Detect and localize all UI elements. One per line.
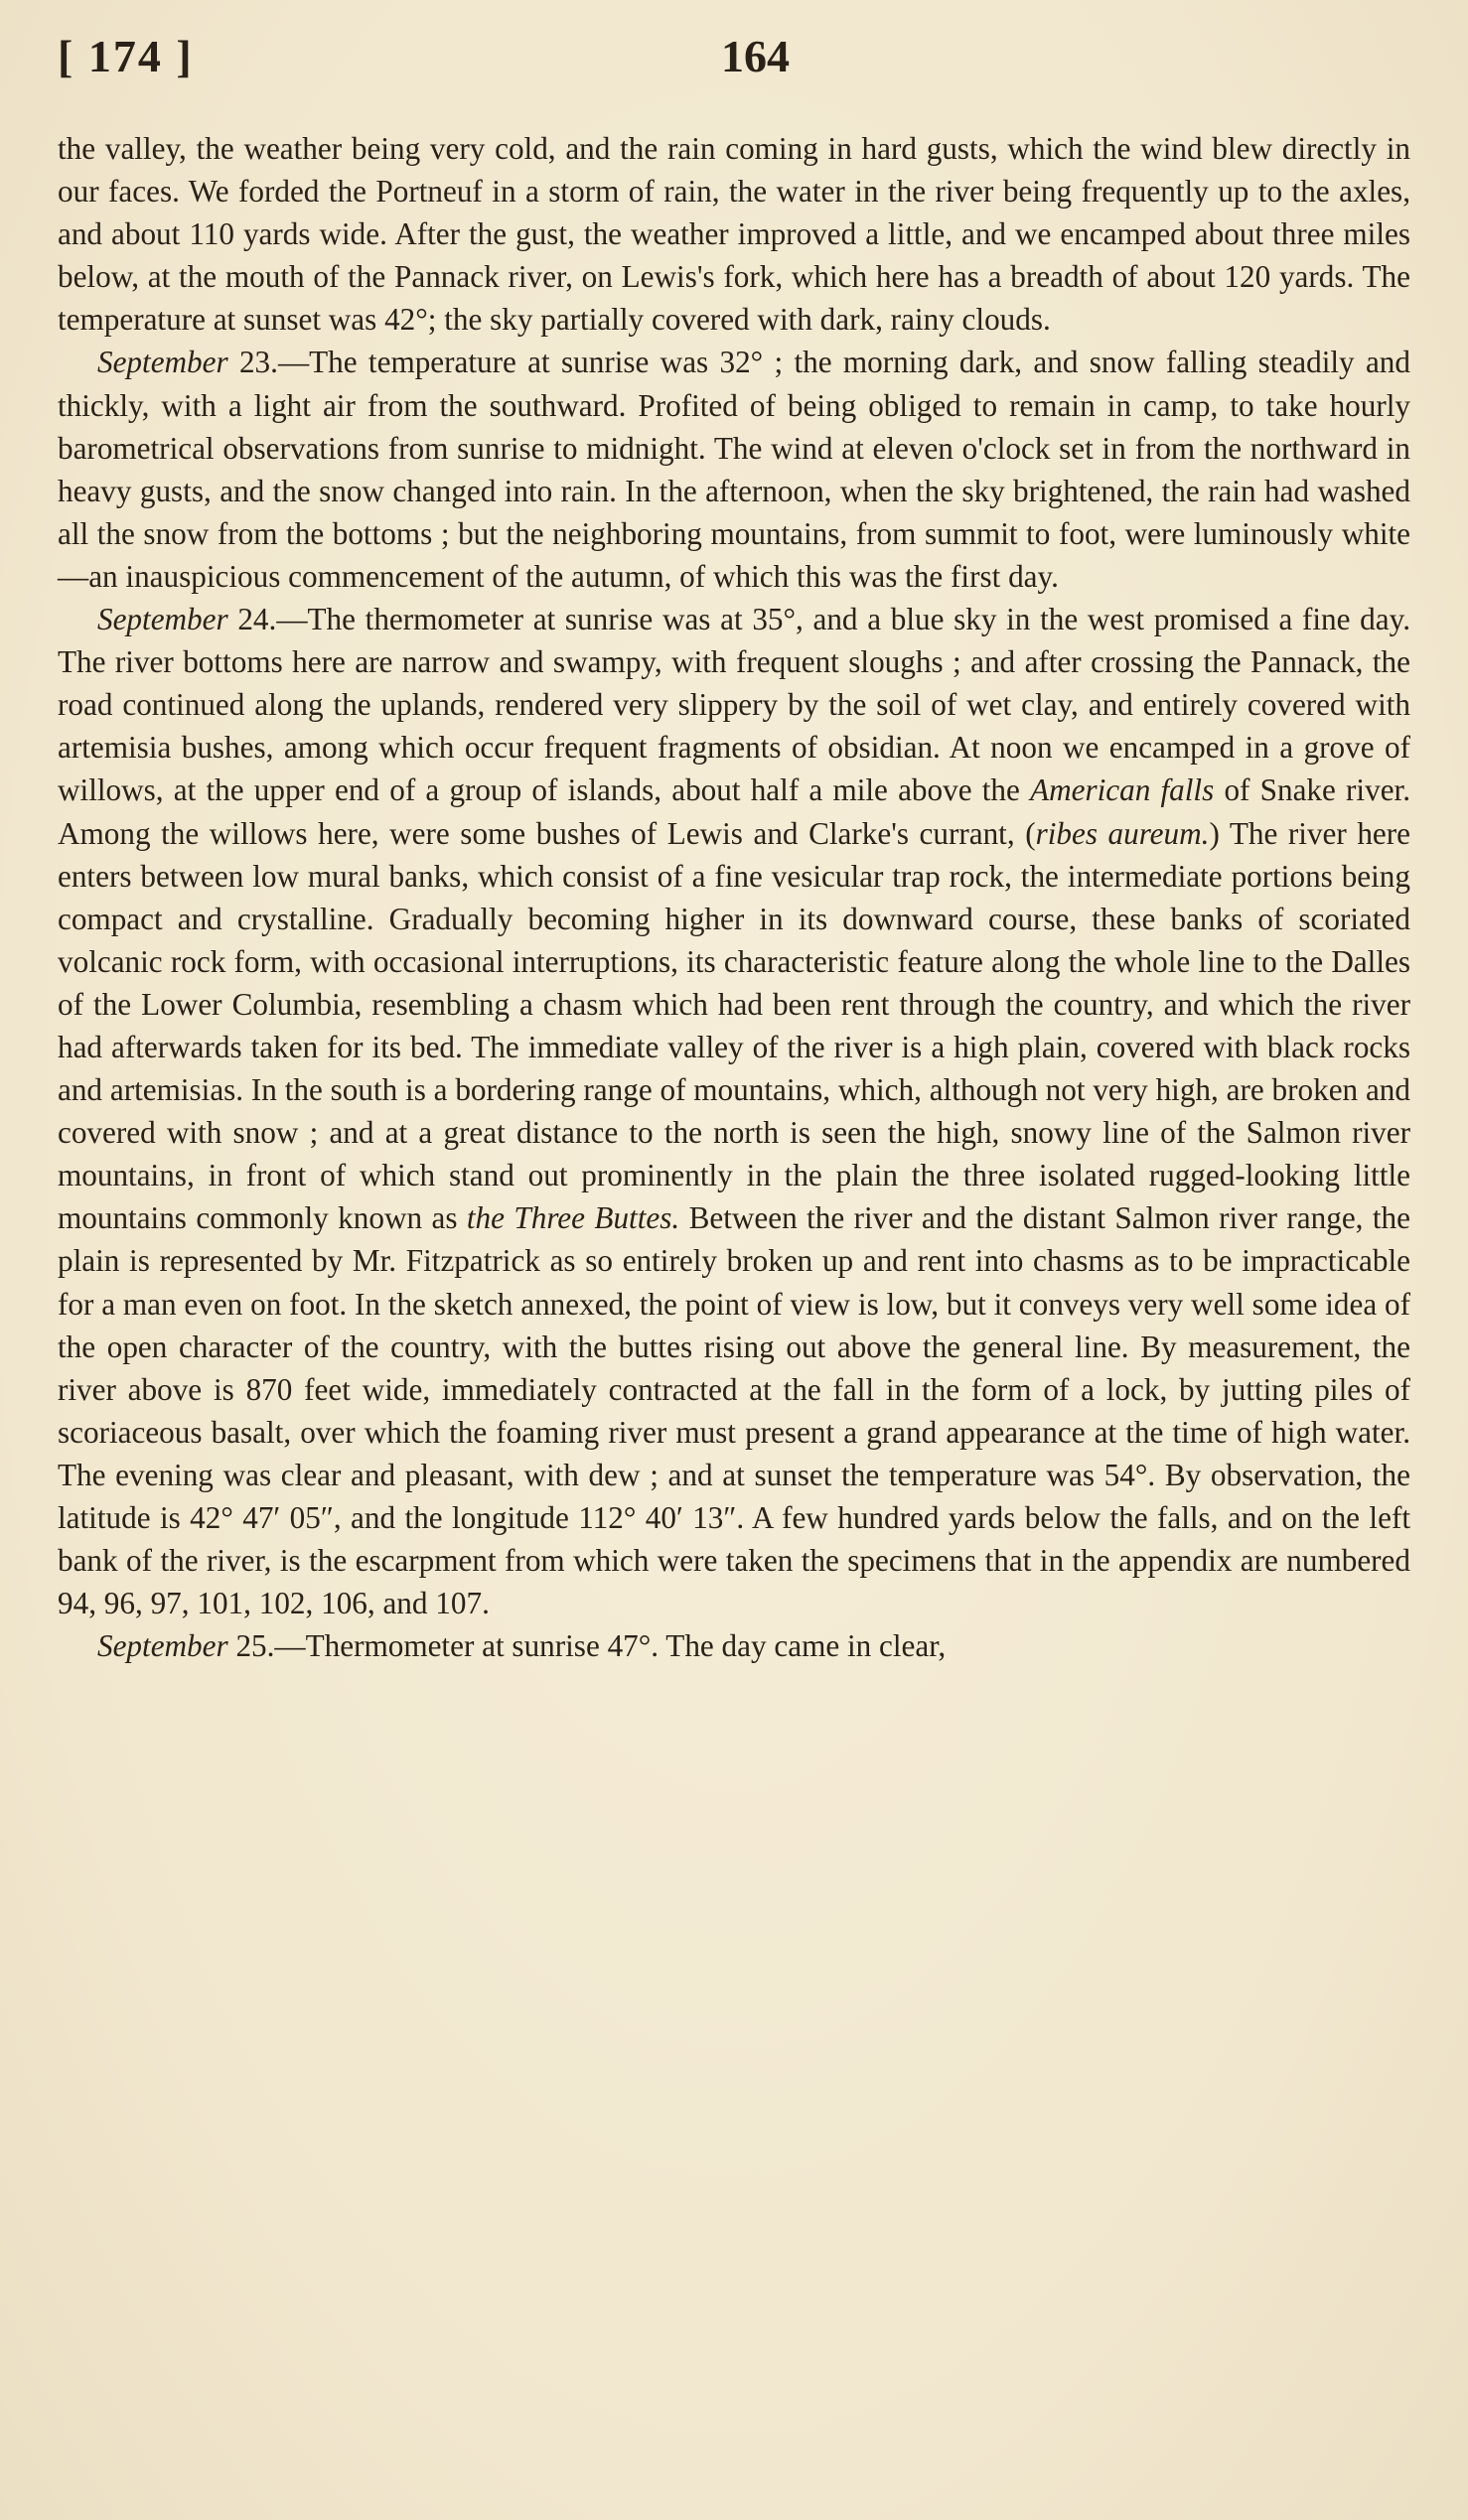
paragraph — [58, 1624, 1410, 1667]
paragraph — [58, 341, 1410, 598]
text-run: ) The river here enters between low mural banks, which consist of a fine vesicular trap rock, the intermediate portions being compact and crystalline. Gradually becoming higher in its downward course, these banks of scoriated volcanic rock form, with occasional interruptions, its characteristic feature along the whole line to the Dalles of the Lower Columbia, resembling a chasm which had been rent through the country, and which the river had afterwards taken for its bed. The immediate valley of the river is a high plain, covered with black rocks and artemisias. In the south is a bordering range of mountains, which, although not very high, are broken and covered with snow ; and at a great distance to the north is seen the high, snowy line of the Salmon river mountains, in front of which stand out prominently in the plain the three isolated rugged-looking little mountains commonly known as — [58, 815, 1410, 1236]
date-label: September — [97, 1628, 228, 1664]
text-run: 25.—Thermometer at sunrise 47°. The day came in clear, — [227, 1628, 947, 1664]
species-name: ribes aureum. — [1035, 815, 1210, 851]
place-name: the Three Buttes. — [466, 1200, 680, 1236]
body-text — [58, 127, 1410, 1667]
date-label: September — [97, 602, 228, 637]
place-name: American falls — [1030, 772, 1215, 808]
paragraph — [58, 127, 1410, 341]
text-run: Between the river and the distant Salmon river range, the plain is represented by Mr. Fitzpatrick as so entirely broken up and rent into chasms as to be impracticable for a man even on foot. In the sketch annexed, the point of view is low, but it conveys very well some idea of the open character of the country, with the buttes rising out above the general line. By measurement, the river above is 870 feet wide, immediately contracted at the fall in the form of a lock, by jutting piles of scoriaceous basalt, over which the foaming river must present a grand appearance at the time of high water. The evening was clear and pleasant, with dew ; and at sunset the temperature was 54°. By observation, the latitude is 42° 47′ 05″, and the longitude 112° 40′ 13″. A few hundred yards below the falls, and on the left bank of the river, is the escarpment from which were taken the specimens that in the appendix are numbered 94, 96, 97, 101, 102, 106, and 107. — [58, 1200, 1410, 1621]
bracketed-page-number: [ 174 ] — [58, 31, 194, 81]
page-number: 164 — [721, 31, 790, 81]
text-run: of Snake river. Among the willows here, were some bushes of Lewis and Clarke's currant, ( — [58, 772, 1410, 851]
date-label: September — [97, 345, 228, 380]
page-header — [58, 30, 1418, 89]
paragraph — [58, 598, 1410, 1624]
text-run: 23.—The temperature at sunrise was 32° ; the morning dark, and snow falling steadily and thickly, with a light air from the southward. Profited of being obliged to remain in camp, to take hourly barometrical observations from sunrise to midnight. The wind at eleven o'clock set in from the northward in heavy gusts, and the snow changed into rain. In the afternoon, when the sky brightened, the rain had washed all the snow from the bottoms ; but the neighboring mountains, from summit to foot, were luminously white—an inauspicious commencement of the autumn, of which this was the first day. — [58, 345, 1410, 594]
text-run: 24.—The thermometer at sunrise was at 35°, and a blue sky in the west promised a fine day. The river bottoms here are narrow and swampy, with frequent sloughs ; and after crossing the Pannack, the road continued along the uplands, rendered very slippery by the soil of wet clay, and entirely covered with artemisia bushes, among which occur frequent fragments of obsidian. At noon we encamped in a grove of willows, at the upper end of a group of islands, about half a mile above the — [58, 602, 1410, 808]
text-run: the valley, the weather being very cold, and the rain coming in hard gusts, which the wind blew directly in our faces. We forded the Portneuf in a storm of rain, the water in the river being frequently up to the axles, and about 110 yards wide. After the gust, the weather improved a little, and we encamped about three miles below, at the mouth of the Pannack river, on Lewis's fork, which here has a breadth of about 120 yards. The temperature at sunset was 42°; the sky partially covered with dark, rainy clouds. — [58, 131, 1410, 338]
